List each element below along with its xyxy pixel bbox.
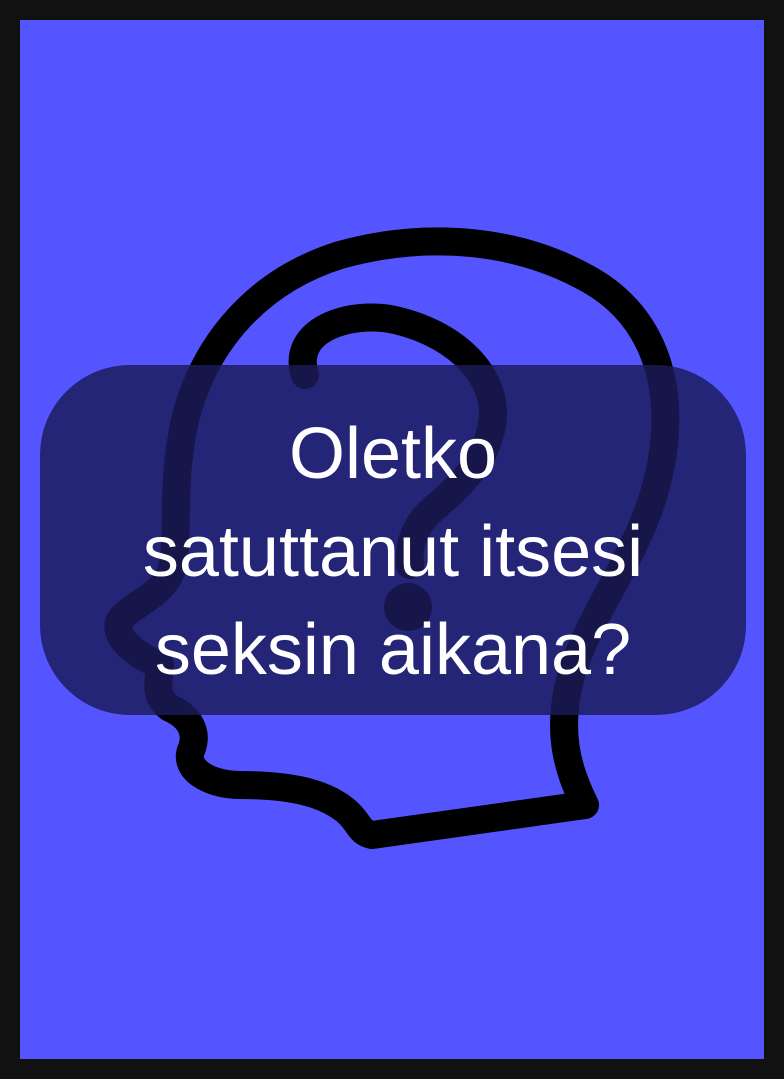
question-text <box>40 405 746 699</box>
card <box>20 20 764 1059</box>
question-line-2: satuttanut itsesi <box>142 512 644 592</box>
question-line-1: Oletko <box>288 414 498 494</box>
question-line-3: seksin aikana? <box>154 610 632 690</box>
